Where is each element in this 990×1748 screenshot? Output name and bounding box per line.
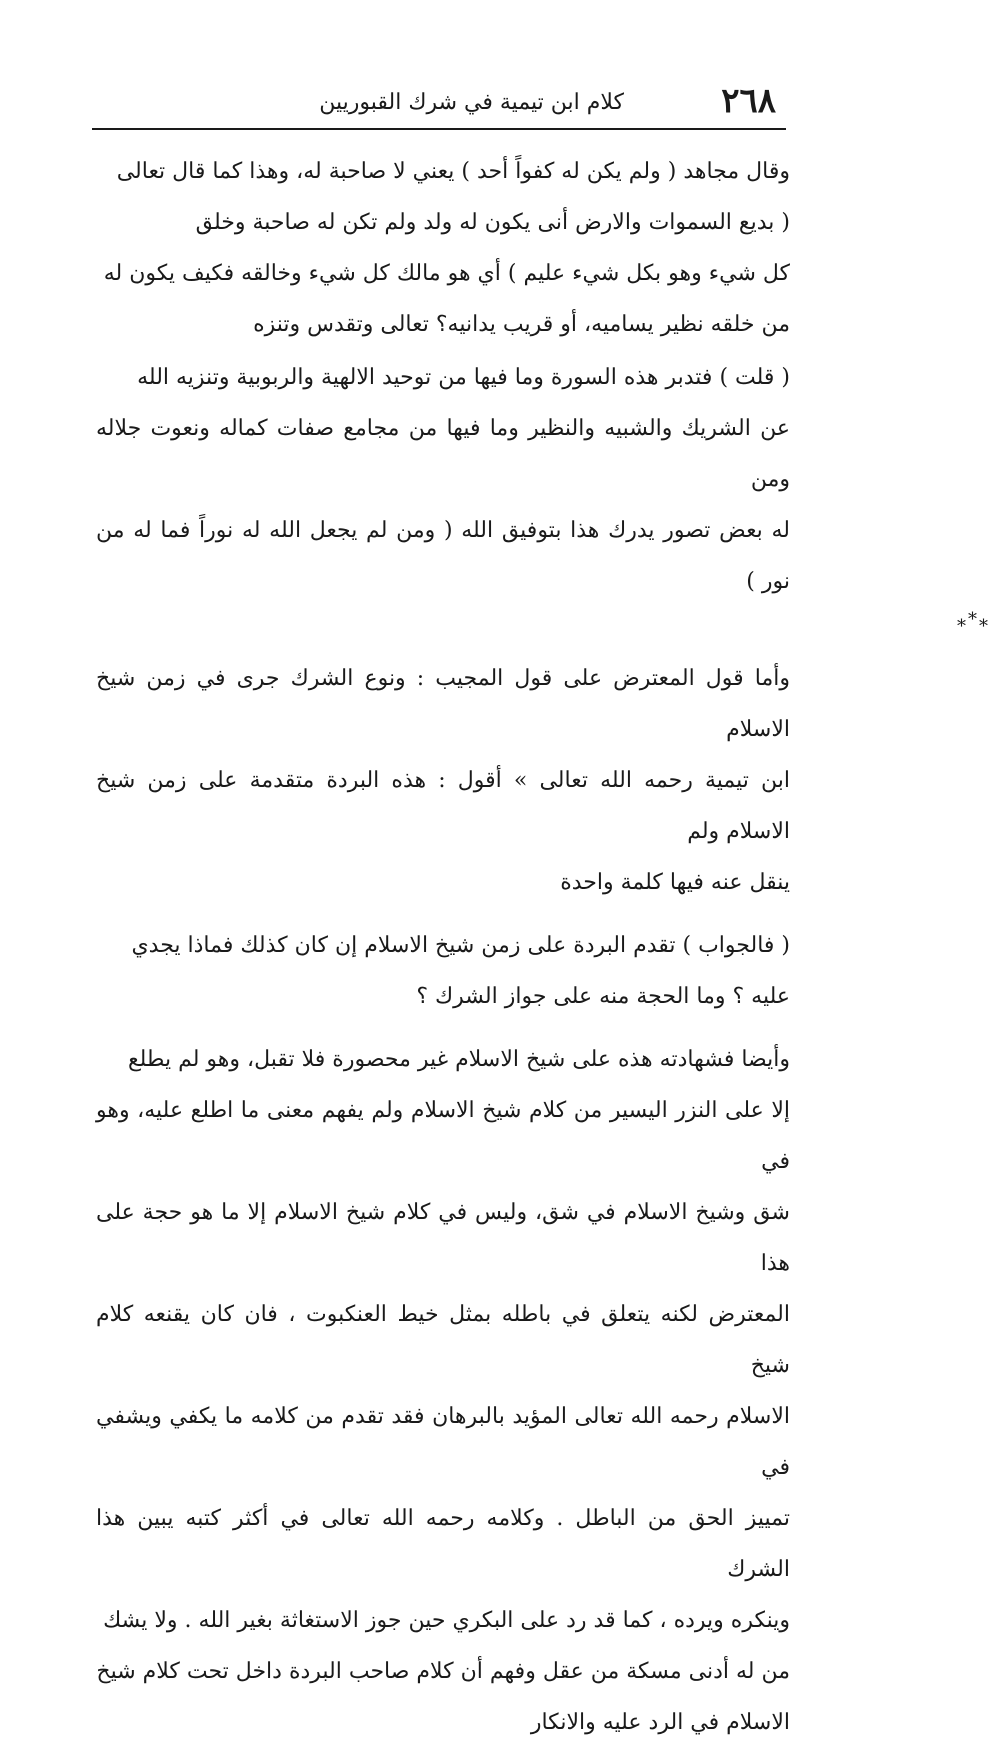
separator-star-top: *	[968, 609, 979, 630]
page-header	[92, 78, 784, 126]
running-title: كلام ابن تيمية في شرك القبوريين	[319, 90, 624, 115]
paragraph-mujahid: وقال مجاهد ( ولم يكن له كفواً أحد ) يعني لا صاحبة له، وهذا كما قال تعالى ( بديع السموات والارض أنى يكون له ولد ولم تكن له صاحبة وخلق كل شيء وهو بكل شيء عليم ) أي هو مالك كل شيء وخالقه فكيف يكون له من خلقه نظير يساميه، أو قريب يدانيه؟ تعالى وتقدس وتنزه	[103, 159, 790, 337]
page-number: ٢٦٨	[721, 81, 776, 121]
separator-stars-left: *	[979, 616, 990, 637]
paragraph-objector: وأما قول المعترض على قول المجيب : ونوع الشرك جرى في زمن شيخ الاسلام ابن تيمية رحمه الله تعالى » أقول : هذه البردة متقدمة على زمن شيخ الاسلام ولم ينقل عنه فيها كلمة واحدة	[96, 666, 790, 895]
header-rule	[92, 128, 786, 130]
paragraph-testimony: وأيضا فشهادته هذه على شيخ الاسلام غير محصورة فلا تقبل، وهو لم يطلع إلا على النزر اليسير من كلام شيخ الاسلام ولم يفهم معنى ما اطلع عليه، وهو في شق وشيخ الاسلام في شق، وليس في كلام شيخ الاسلام إلا ما هو حجة على هذا المعترض لكنه يتعلق في باطله بمثل خيط العنكبوت ، فان كان يقنعه كلام شيخ الاسلام رحمه الله تعالى المؤيد بالبرهان فقد تقدم من كلامه ما يكفي ويشفي في تمييز الحق من الباطل . وكلامه رحمه الله تعالى في أكثر كتبه يبين هذا الشرك وينكره ويرده ، كما قد رد على البكري حين جوز الاستغاثة بغير الله . ولا يشك من له أدنى مسكة من عقل وفهم أن كلام صاحب البردة داخل تحت كلام شيخ الاسلام في الرد عليه والانكار	[96, 1047, 790, 1735]
separator-stars-right: *	[957, 616, 968, 637]
section-separator	[296, 609, 990, 637]
paragraph-qultu: ( قلت ) فتدبر هذه السورة وما فيها من توحيد الالهية والربوبية وتنزيه الله عن الشريك والشبيه والنظير وما فيها من مجامع صفات كماله ونعوت جلاله ومن له بعض تصور يدرك هذا بتوفيق الله ( ومن لم يجعل الله له نوراً فما له من نور )	[96, 365, 790, 594]
page-body	[96, 146, 990, 1748]
paragraph-answer: ( فالجواب ) تقدم البردة على زمن شيخ الاسلام إن كان كذلك فماذا يجدي عليه ؟ وما الحجة منه على جواز الشرك ؟	[131, 933, 790, 1009]
